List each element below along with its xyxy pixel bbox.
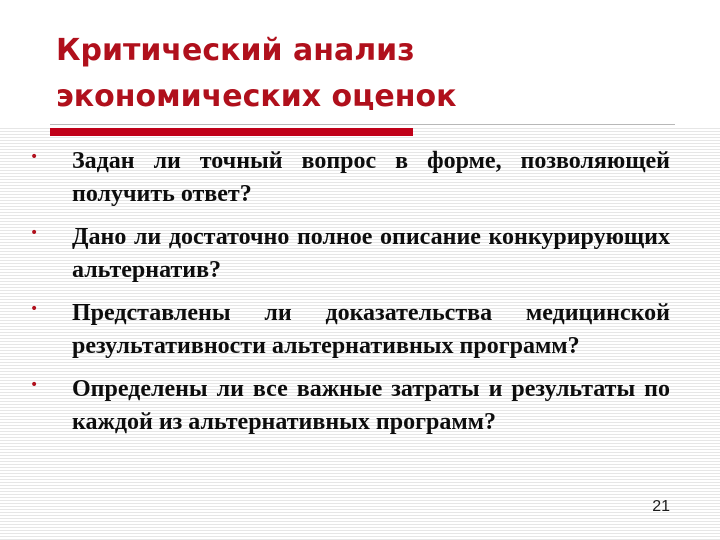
bullet-dot-icon: • <box>30 301 39 317</box>
bullet-text: Задан ли точный вопрос в форме, позволяющей получить ответ? <box>72 148 670 207</box>
bullet-text: Дано ли достаточно полное описание конкурирующих альтернатив? <box>72 224 670 283</box>
list-item <box>30 145 670 211</box>
title-divider <box>50 124 675 125</box>
bullet-dot-icon: • <box>30 149 39 165</box>
list-item <box>30 221 670 287</box>
list-item <box>30 373 670 439</box>
page-number: 21 <box>652 498 670 515</box>
title-line-2: экономических оценок <box>56 79 457 114</box>
bullet-text: Представлены ли доказательства медицинской результативности альтернативных программ? <box>72 300 670 359</box>
bullet-dot-icon: • <box>30 225 39 241</box>
title-line-1: Критический анализ <box>56 33 415 68</box>
slide-title <box>56 28 696 120</box>
list-item <box>30 297 670 363</box>
title-accent-bar <box>50 128 413 136</box>
bullet-dot-icon: • <box>30 377 39 393</box>
bullet-text: Определены ли все важные затраты и результаты по каждой из альтернативных программ? <box>72 376 670 435</box>
bullet-list <box>30 145 670 449</box>
